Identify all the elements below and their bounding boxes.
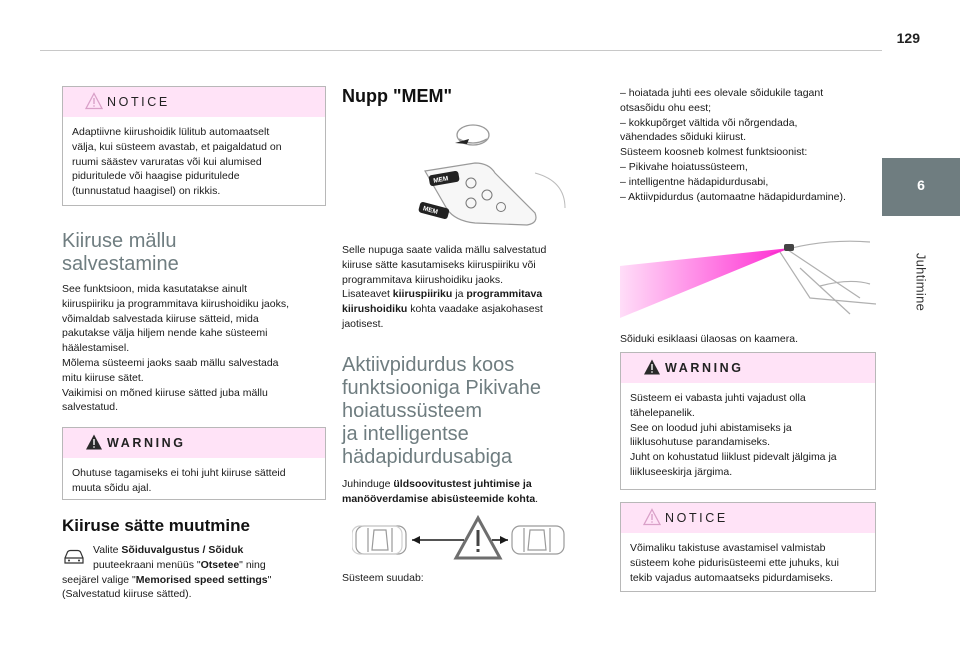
system-functions-list: – hoiatada juhti ees olevale sõidukile tagant otsasõidu ohu eest; – kokkupõrget vältida või nõrgendada, vähendades sõiduki kiirust. Süsteem koosneb kolmest funktsioonist: – Pikivahe hoiatussüsteem, – intelligentne hädapidurdusabi, – Aktiivpidurdus (automaatne hädapidurdamine). [620,87,846,203]
windshield-camera-illustration [620,228,876,323]
page-number: 129 [896,30,920,46]
warning-box-2 [620,352,876,490]
section-title-speed-memory: Kiiruse mällu salvestamine [62,230,179,275]
chapter-number: 6 [917,177,925,193]
warning-triangle-icon [643,358,661,376]
mem-button-label: MEM [432,175,449,185]
chapter-label: Juhtimine [913,252,929,312]
steering-wheel-illustration [415,113,575,235]
mem-button-text: Selle nupuga saate valida mällu salvestatud kiiruse sätte kasutamiseks kiiruspiiriku või programmitava kiirushoidiku jaoks. Lisateavet kiiruspiiriku ja programmitava kiirushoidiku kohta vaadake asjakohasest jaotisest. [342,244,547,330]
section-title-active-braking: Aktiivpidurdus koos funktsiooniga Pikivahe hoiatussüsteem ja intelligentse hädapidurdusabiga [342,354,542,468]
warning-title: WARNING [107,436,186,450]
chapter-tab[interactable] [882,158,960,216]
notice-text: Adaptiivne kiirushoidik lülitub automaatselt välja, kui süsteem avastab, et paigaldatud on ruumi säästev varuratas või kui alumised piduritulede või haagise piduritulede (tunnustatud haagisel) on rikkis. [72,126,282,198]
guide-text: Juhinduge üldsoovitustest juhtimise ja manööverdamise abisüsteemide kohta. [342,478,539,505]
change-speed-text: Valite Sõiduvalgustus / Sõiduk puuteekraani menüüs "Otsetee" ning seejärel valige "Memorised speed settings" (Salvestatud kiiruse sätted). [62,544,272,601]
warning-text: Süsteem ei vabasta juhti vajadust olla tähelepanelik. See on loodud juhi abistamiseks ja liiklusohutuse parandamiseks. Juht on kohustatud liiklust pidevalt jälgima ja liikluseeskirja järgima. [630,392,837,478]
collision-warning-illustration [352,514,568,564]
system-caption: Süsteem suudab: [342,572,424,584]
warning-box-1 [62,427,326,500]
warning-text: Ohutuse tagamiseks ei tohi juht kiiruse sätteid muuta sõidu ajal. [72,467,286,494]
mem-button-label: MEM [422,205,439,216]
warning-triangle-icon [85,433,103,451]
notice-text: Võimaliku takistuse avastamisel valmistab süsteem kohe pidurisüsteemi ette juhuks, kui tekib vajadus automaatseks pidurdamiseks. [630,542,839,584]
camera-caption: Sõiduki esiklaasi ülaosas on kaamera. [620,333,799,345]
mem-button-title: Nupp "MEM" [342,86,453,106]
notice-title: NOTICE [665,511,728,525]
subsection-title-change: Kiiruse sätte muutmine [62,516,250,535]
speed-memory-text: See funktsioon, mida kasutatakse ainult kiiruspiiriku ja programmitava kiirushoidiku jaoks, võimaldab salvestada kiiruse sätteid, mida pakutakse välja hiljem nende kahe süsteemi häälestamisel. Mõlema süsteemi jaoks saab mällu salvestada mitu kiiruse sätet. Vaikimisi on mõned kiiruse sätted juba mällu salvestatud. [62,283,289,414]
header-divider [40,50,882,51]
notice-title: NOTICE [107,95,170,109]
warning-triangle-icon [85,92,103,110]
notice-box-2 [620,502,876,592]
notice-box-1 [62,86,326,206]
warning-triangle-icon [643,508,661,526]
warning-title: WARNING [665,361,744,375]
